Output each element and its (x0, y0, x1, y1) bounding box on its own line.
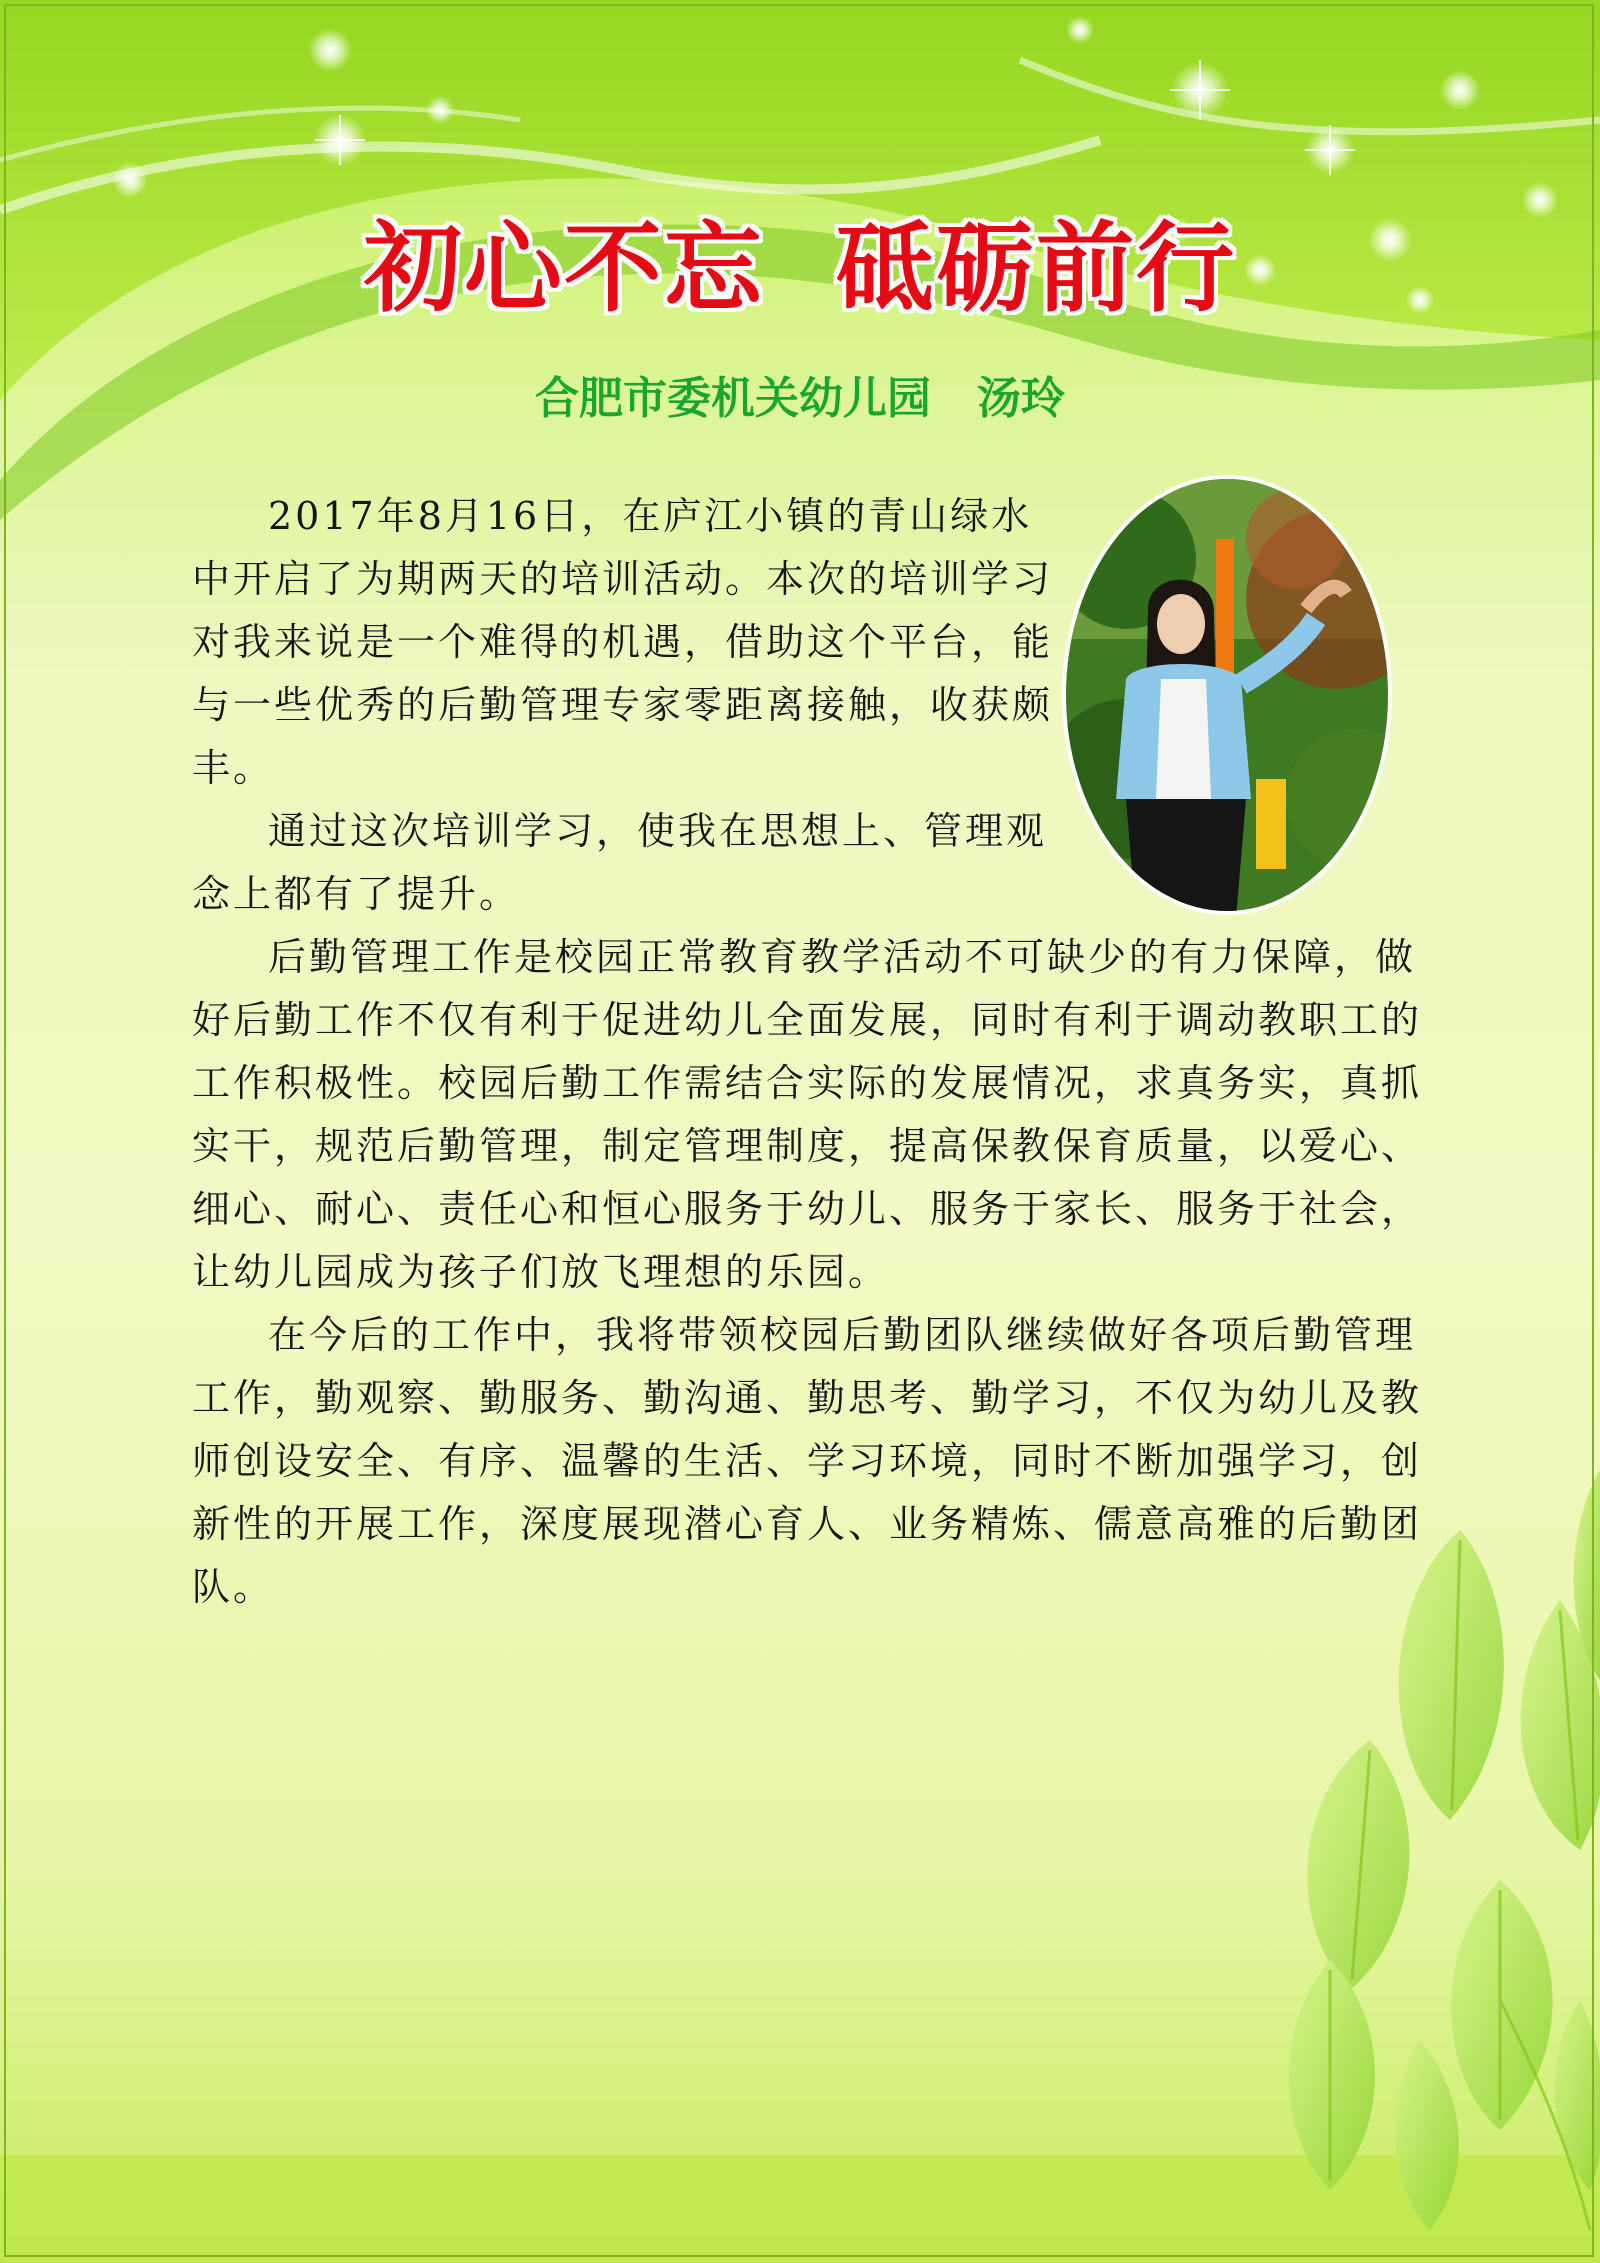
paragraph-4: 在今后的工作中，我将带领校园后勤团队继续做好各项后勤管理工作，勤观察、勤服务、勤沟通、勤思考、勤学习，不仅为幼儿及教师创设安全、有序、温馨的生活、学习环境，同时不断加强学习，创新性的开展工作，深度展现潜心育人、业务精炼、儒意高雅的后勤团队。 (192, 1313, 1423, 1609)
author-line: 合肥市委机关幼儿园 汤玲 (535, 373, 1065, 424)
paragraph-2: 通过这次培训学习，使我在思想上、管理观念上都有了提升。 (192, 809, 1048, 916)
paragraph-1: 2017年8月16日，在庐江小镇的青山绿水中开启了为期两天的培训活动。本次的培训学习对我来说是一个难得的机遇，借助这个平台，能与一些优秀的后勤管理专家零距离接触，收获颇丰。 (192, 494, 1054, 790)
paragraph-3: 后勤管理工作是校园正常教育教学活动不可缺少的有力保障，做好后勤工作不仅有利于促进幼儿全面发展，同时有利于调动教职工的工作积极性。校园后勤工作需结合实际的发展情况，求真务实，真抓实干，规范后勤管理，制定管理制度，提高保教保育质量，以爱心、细心、耐心、责任心和恒心服务于幼儿、服务于家长、服务于社会，让幼儿园成为孩子们放飞理想的乐园。 (192, 935, 1423, 1294)
page-title: 初心不忘 砥砺前行 (363, 212, 1237, 326)
article-body (192, 485, 1422, 1619)
